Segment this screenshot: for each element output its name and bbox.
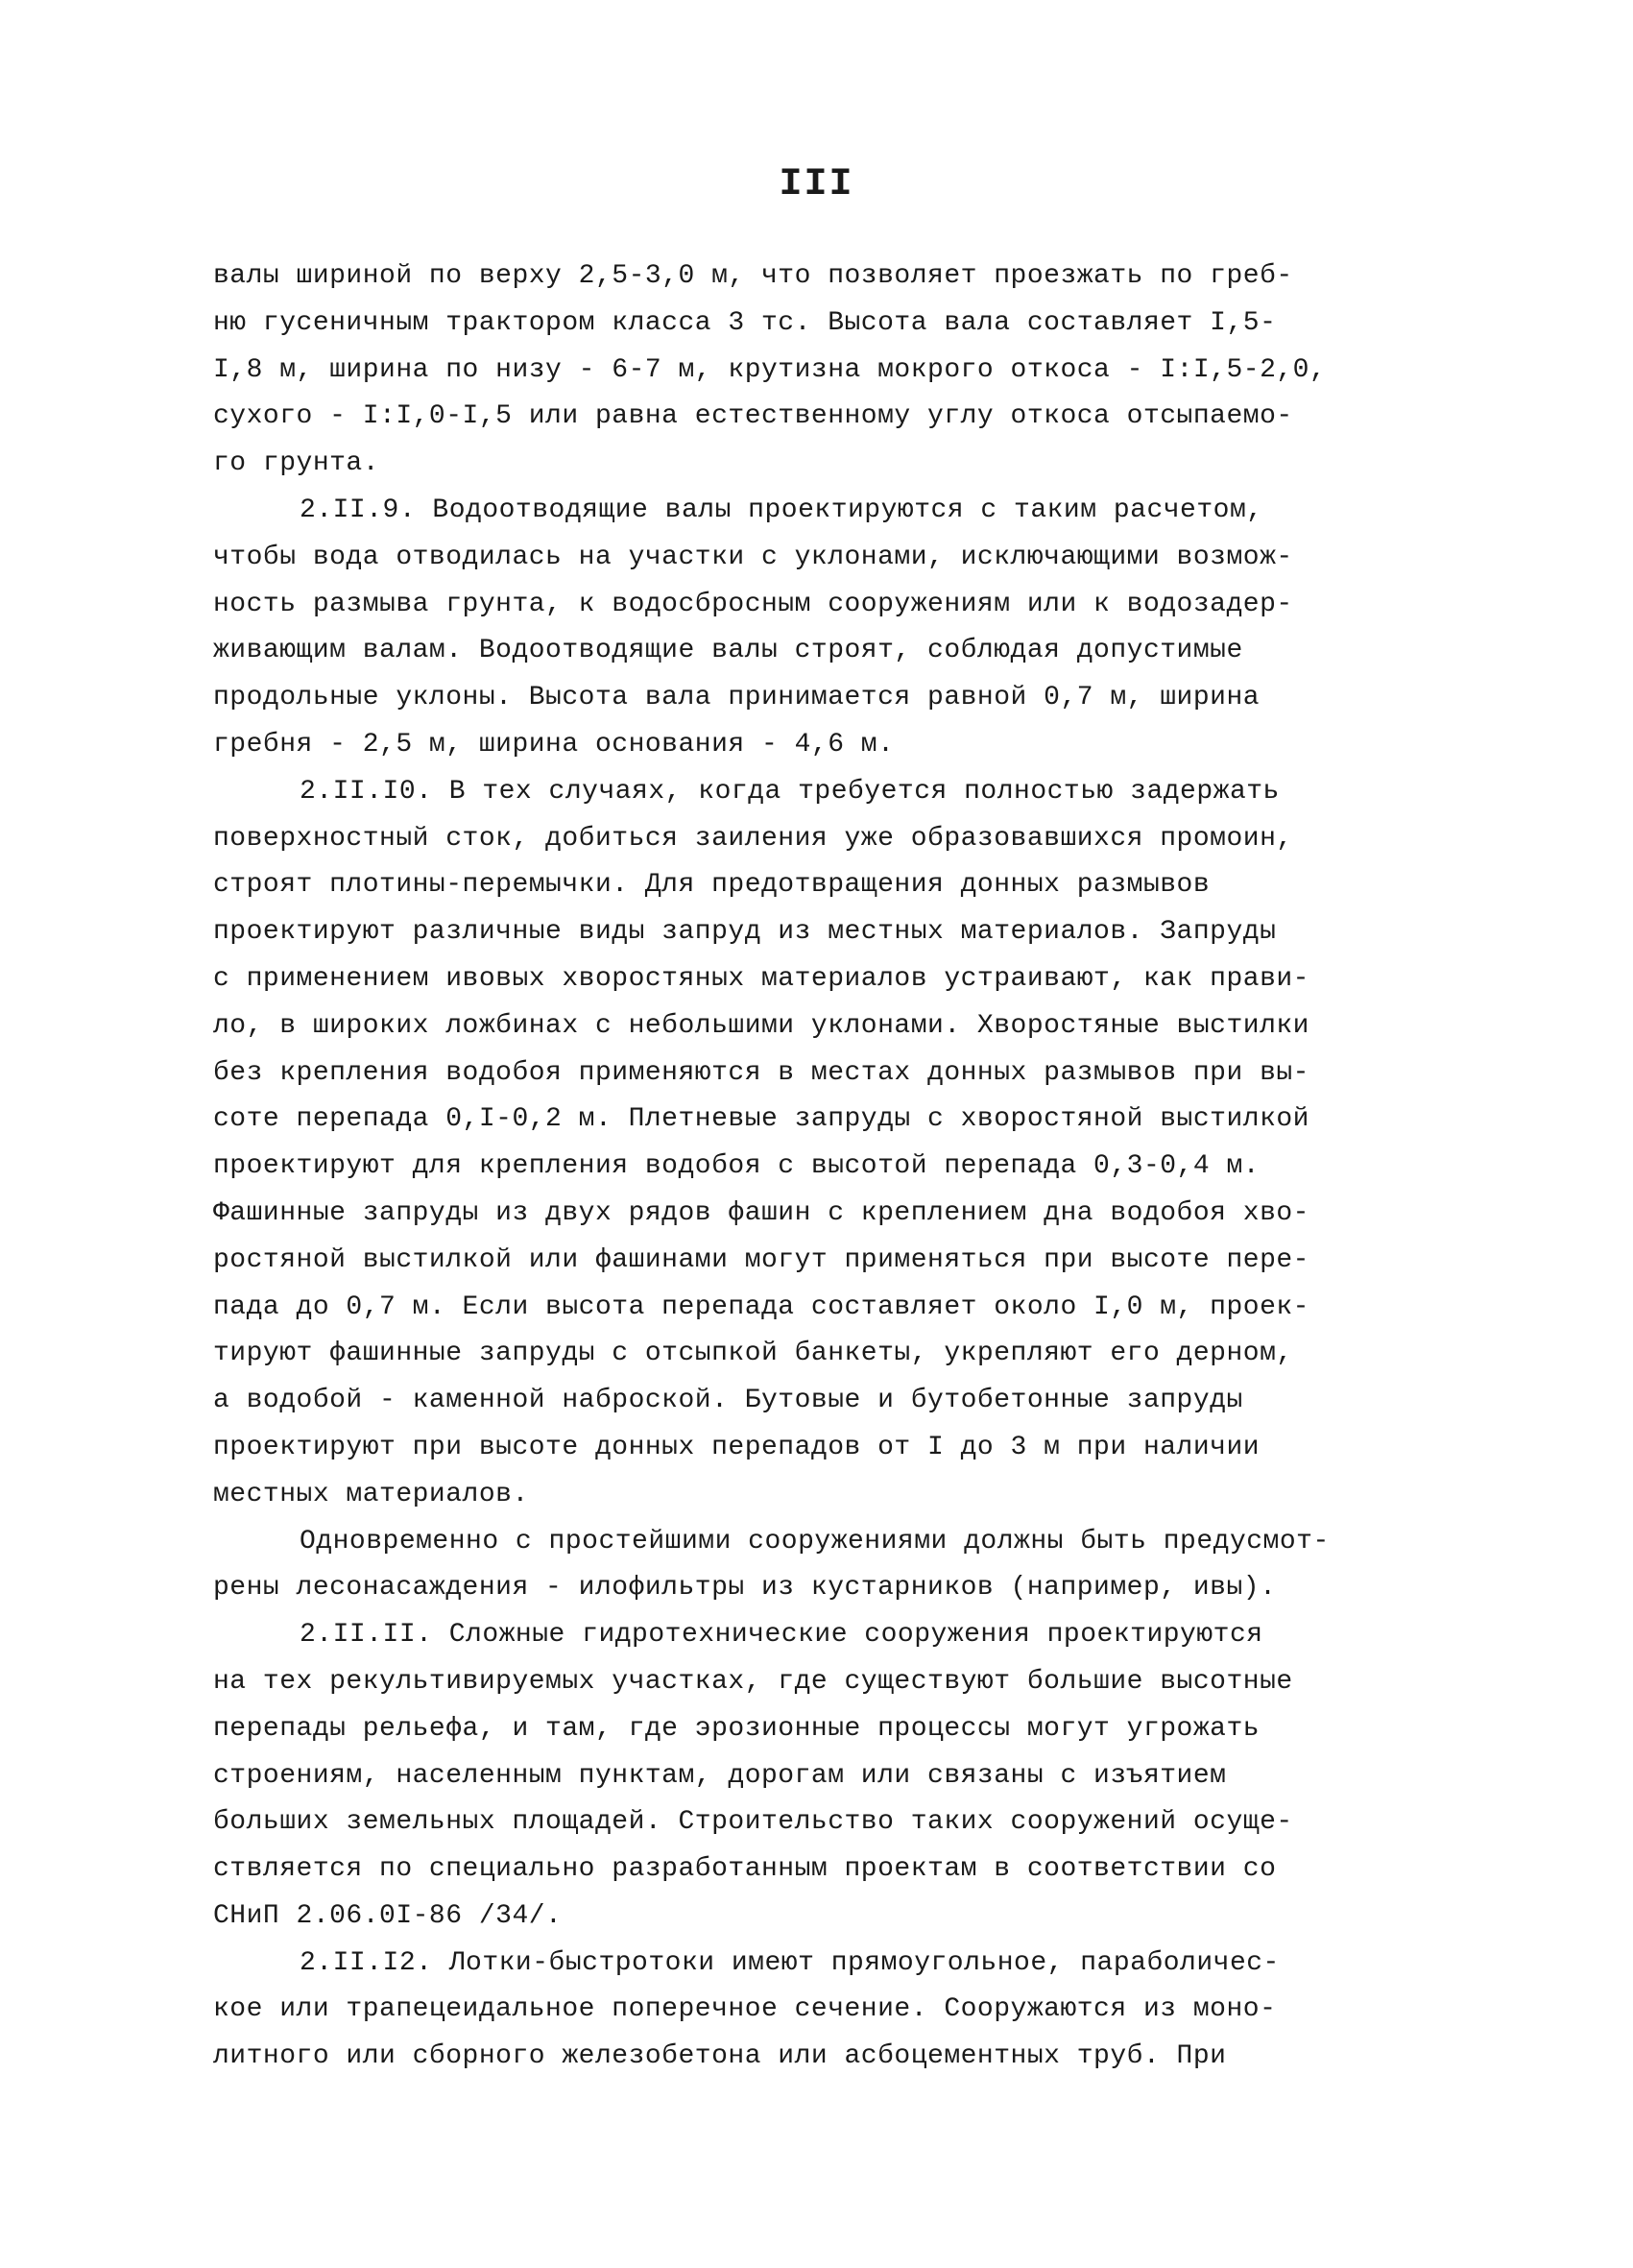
- text-line: пада до 0,7 м. Если высота перепада составляет около I,0 м, проек-: [213, 1291, 1309, 1322]
- text-line: литного или сборного железобетона или асбоцементных труб. При: [213, 2041, 1227, 2072]
- text-line: рены лесонасаждения - илофильтры из кустарников (например, ивы).: [213, 1573, 1277, 1604]
- text-line: валы шириной по верху 2,5-3,0 м, что позволяет проезжать по греб-: [213, 261, 1293, 291]
- text-line: местных материалов.: [213, 1479, 529, 1509]
- text-line: го грунта.: [213, 448, 380, 479]
- text-line: ню гусеничным трактором класса 3 тс. Высота вала составляет I,5-: [213, 307, 1277, 338]
- text-line: без крепления водобоя применяются в местах донных размывов при вы-: [213, 1057, 1309, 1088]
- text-line: СНиП 2.06.0I-86 /34/.: [213, 1900, 563, 1931]
- text-line: гребня - 2,5 м, ширина основания - 4,6 м.: [213, 729, 895, 760]
- text-line: ростяной выстилкой или фашинами могут применяться при высоте пере-: [213, 1244, 1309, 1275]
- text-line: тируют фашинные запруды с отсыпкой банкеты, укрепляют его дерном,: [213, 1339, 1293, 1369]
- text-line: I,8 м, ширина по низу - 6-7 м, крутизна мокрого откоса - I:I,5-2,0,: [213, 354, 1327, 385]
- text-line: строениям, населенным пунктам, дорогам или связаны с изъятием: [213, 1760, 1227, 1791]
- text-line: ность размыва грунта, к водосбросным сооружениям или к водозадер-: [213, 589, 1293, 619]
- text-line: перепады рельефа, и там, где эрозионные процессы могут угрожать: [213, 1713, 1261, 1744]
- text-line: проектируют различные виды запруд из местных материалов. Запруды: [213, 917, 1277, 948]
- text-line: с применением ивовых хворостяных материалов устраивают, как прави-: [213, 963, 1309, 994]
- text-line: поверхностный сток, добиться заиления уже образовавшихся промоин,: [213, 823, 1293, 854]
- text-line: больших земельных площадей. Строительство таких сооружений осуще-: [213, 1807, 1293, 1838]
- text-line: 2.II.II. Сложные гидротехнические сооружения проектируются: [300, 1620, 1263, 1651]
- text-line: Фашинные запруды из двух рядов фашин с креплением дна водобоя хво-: [213, 1197, 1309, 1228]
- page-number: III: [779, 163, 854, 206]
- text-line: сухого - I:I,0-I,5 или равна естественному углу откоса отсыпаемо-: [213, 401, 1293, 432]
- text-line: живающим валам. Водоотводящие валы строят, соблюдая допустимые: [213, 636, 1243, 666]
- text-line: проектируют при высоте донных перепадов от I до 3 м при наличии: [213, 1432, 1261, 1462]
- text-line: продольные уклоны. Высота вала принимается равной 0,7 м, ширина: [213, 683, 1261, 713]
- text-line: 2.II.I2. Лотки-быстротоки имеют прямоугольное, параболичес-: [300, 1947, 1280, 1978]
- text-line: соте перепада 0,I-0,2 м. Плетневые запруды с хворостяной выстилкой: [213, 1104, 1309, 1135]
- text-line: Одновременно с простейшими сооружениями должны быть предусмот-: [300, 1526, 1330, 1556]
- text-line: чтобы вода отводилась на участки с уклонами, исключающими возмож-: [213, 542, 1293, 572]
- text-line: на тех рекультивируемых участках, где существуют большие высотные: [213, 1666, 1293, 1697]
- text-line: а водобой - каменной наброской. Бутовые и бутобетонные запруды: [213, 1386, 1243, 1416]
- text-line: 2.II.9. Водоотводящие валы проектируются с таким расчетом,: [300, 495, 1263, 525]
- text-line: строят плотины-перемычки. Для предотвращения донных размывов: [213, 870, 1211, 901]
- text-line: проектируют для крепления водобоя с высотой перепада 0,3-0,4 м.: [213, 1151, 1261, 1182]
- text-line: ствляется по специально разработанным проектам в соответствии со: [213, 1854, 1277, 1885]
- body-text: [213, 253, 1461, 2081]
- text-line: кое или трапецеидальное поперечное сечение. Сооружаются из моно-: [213, 1994, 1277, 2025]
- text-line: 2.II.I0. В тех случаях, когда требуется полностью задержать: [300, 776, 1280, 807]
- text-line: ло, в широких ложбинах с небольшими уклонами. Хворостяные выстилки: [213, 1010, 1309, 1041]
